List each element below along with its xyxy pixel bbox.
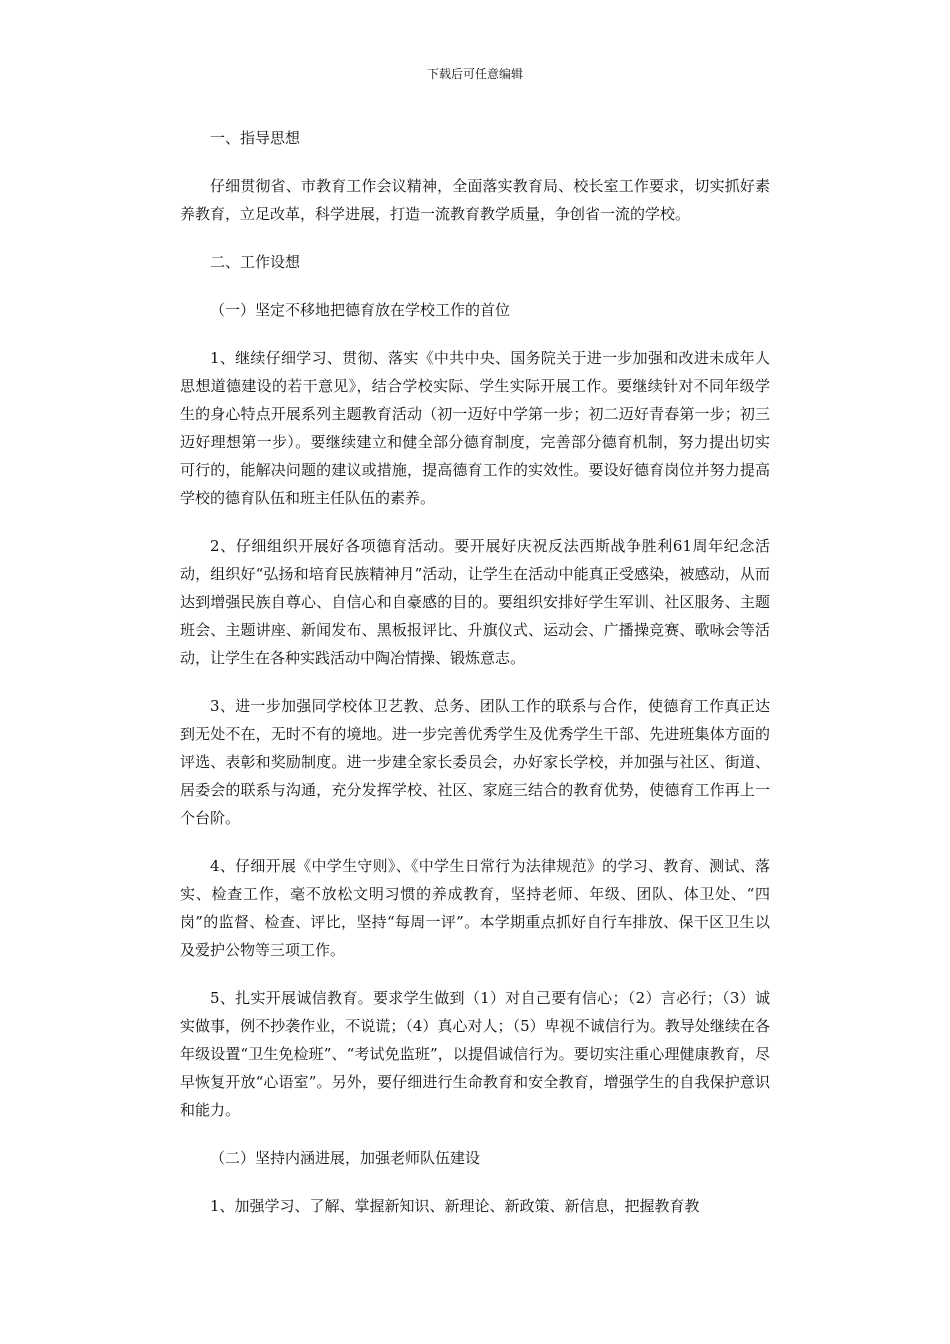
body-paragraph: 3、进一步加强同学校体卫艺教、总务、团队工作的联系与合作，使德育工作真正达到无处不在，无时不有的境地。进一步完善优秀学生及优秀学生干部、先进班集体方面的评选、表彰和奖励制度。进一步建全家长委员会，办好家长学校，并加强与社区、街道、居委会的联系与沟通，充分发挥学校、社区、家庭三结合的教育优势，使德育工作再上一个台阶。 [180,697,770,827]
subsection-heading: （二）坚持内涵进展，加强老师队伍建设 [210,1149,481,1167]
body-paragraph: 1、加强学习、了解、掌握新知识、新理论、新政策、新信息，把握教育教 [210,1197,700,1215]
page-header: 下载后可任意编辑 [426,67,523,81]
subsection-heading: （一）坚定不移地把德育放在学校工作的首位 [210,301,511,319]
section-heading: 二、工作设想 [210,253,301,271]
section-heading: 一、指导思想 [210,129,301,147]
body-paragraph: 5、扎实开展诚信教育。要求学生做到（1）对自己要有信心；（2）言必行；（3）诚实做事，例不抄袭作业，不说谎；（4）真心对人；（5）卑视不诚信行为。教导处继续在各年级设置“卫生免检班”、“考试免监班”，以提倡诚信行为。要切实注重心理健康教育，尽早恢复开放“心语室”。另外，要仔细进行生命教育和安全教育，增强学生的自我保护意识和能力。 [180,989,770,1119]
body-paragraph: 仔细贯彻省、市教育工作会议精神，全面落实教育局、校长室工作要求，切实抓好素养教育，立足改革，科学进展，打造一流教育教学质量，争创省一流的学校。 [180,177,770,223]
body-paragraph: 1、继续仔细学习、贯彻、落实《中共中央、国务院关于进一步加强和改进未成年人思想道德建设的若干意见》，结合学校实际、学生实际开展工作。要继续针对不同年级学生的身心特点开展系列主题教育活动（初一迈好中学第一步；初二迈好青春第一步；初三迈好理想第一步）。要继续建立和健全部分德育制度，完善部分德育机制，努力提出切实可行的，能解决问题的建议或措施，提高德育工作的实效性。要设好德育岗位并努力提高学校的德育队伍和班主任队伍的素养。 [180,349,770,507]
body-paragraph: 2、仔细组织开展好各项德育活动。要开展好庆祝反法西斯战争胜利61周年纪念活动，组织好“弘扬和培育民族精神月”活动，让学生在活动中能真正受感染，被感动，从而达到增强民族自尊心、自信心和自豪感的目的。要组织安排好学生军训、社区服务、主题班会、主题讲座、新闻发布、黑板报评比、升旗仪式、运动会、广播操竞赛、歌咏会等活动，让学生在各种实践活动中陶冶情操、锻炼意志。 [180,537,770,667]
document-body [180,124,770,1220]
body-paragraph: 4、仔细开展《中学生守则》、《中学生日常行为法律规范》的学习、教育、测试、落实、检查工作，毫不放松文明习惯的养成教育，坚持老师、年级、团队、体卫处、“四岗”的监督、检查、评比，坚持“每周一评”。本学期重点抓好自行车排放、保干区卫生以及爱护公物等三项工作。 [180,857,770,959]
